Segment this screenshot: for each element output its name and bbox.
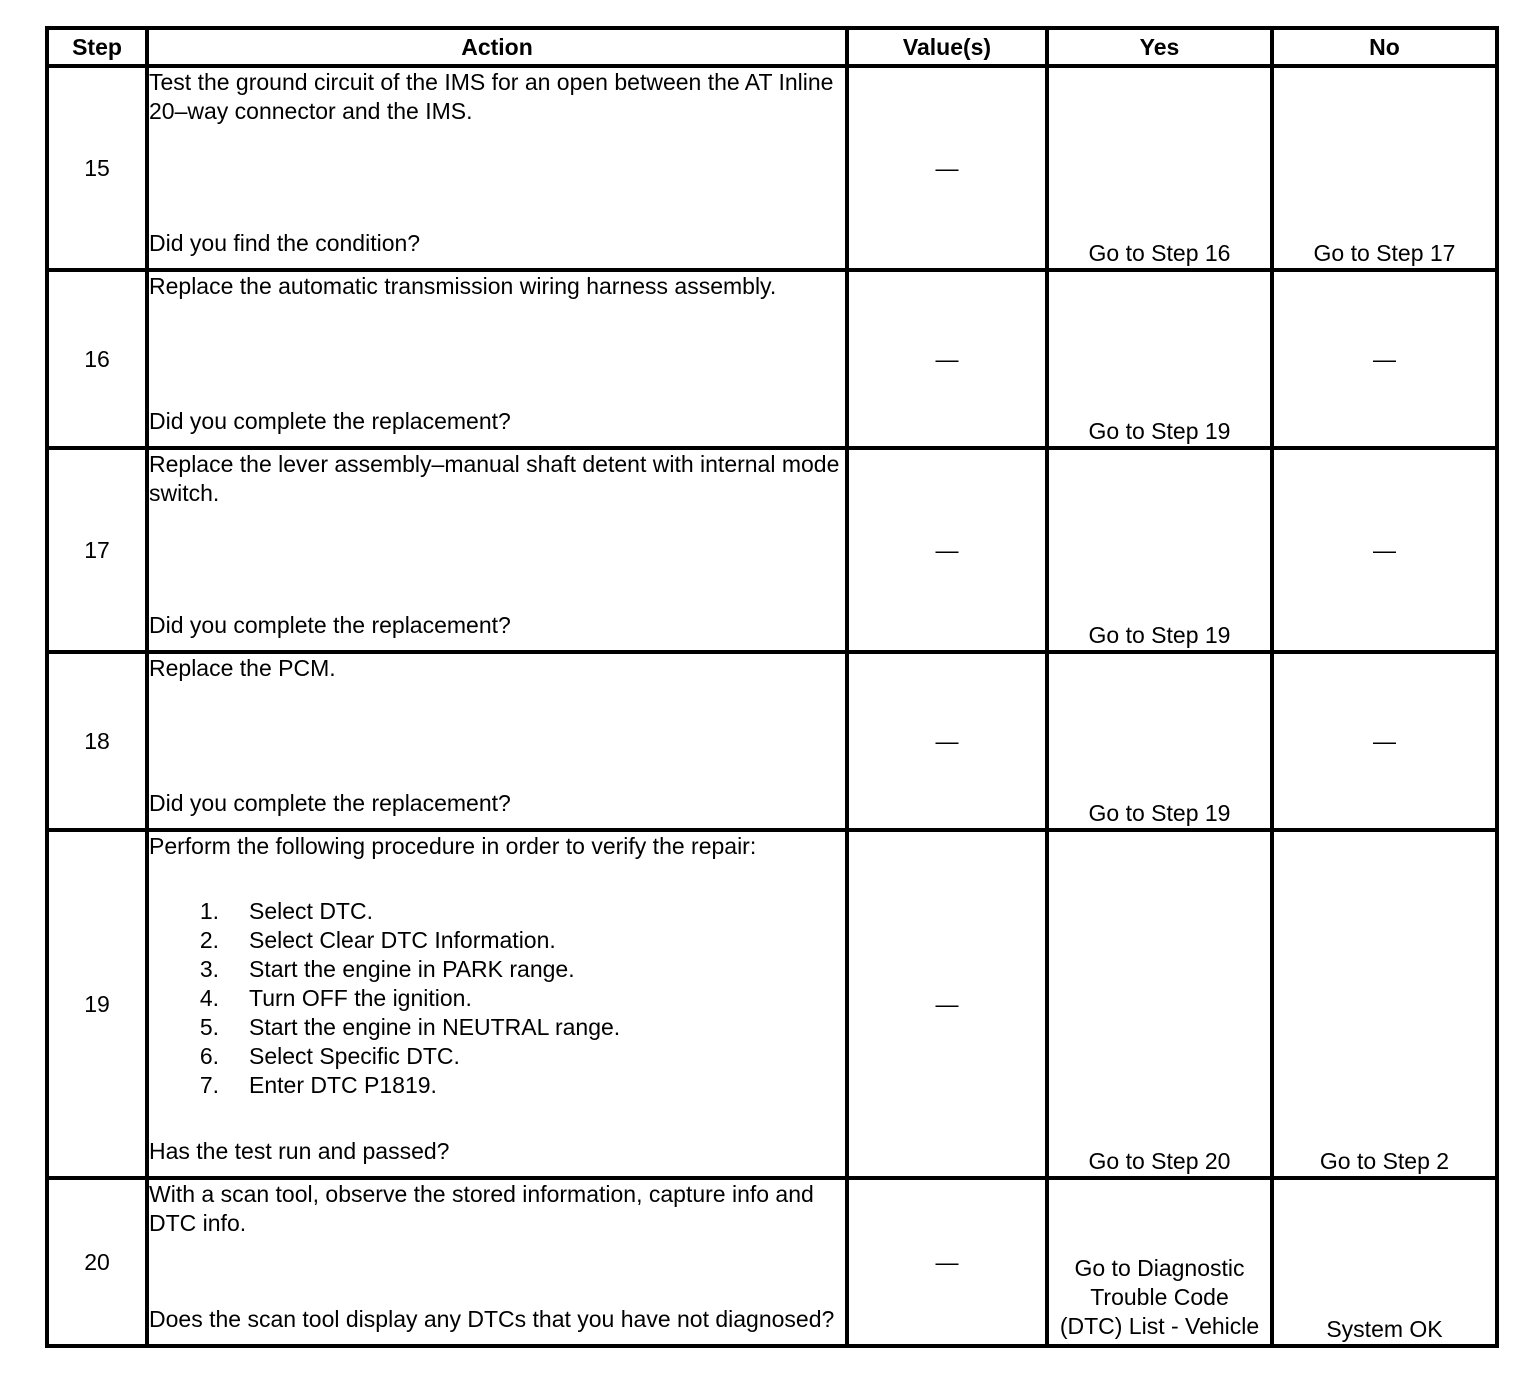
yes-cell: Go to Step 19 [1047,270,1272,448]
step-number: 19 [47,830,147,1178]
list-item: 1. Select DTC. [199,898,373,924]
yes-cell: Go to Diagnostic Trouble Code (DTC) List - Vehicle [1047,1178,1272,1346]
no-cell: Go to Step 17 [1272,66,1497,270]
table-row [47,652,1497,830]
value-cell: — [847,652,1047,830]
list-item: 3. Start the engine in PARK range. [199,956,575,982]
yes-cell: Go to Step 19 [1047,652,1272,830]
action-text: With a scan tool, observe the stored information, capture info and DTC info. [149,1181,814,1236]
step-number: 15 [47,66,147,270]
list-item: 7. Enter DTC P1819. [199,1072,437,1098]
list-item: 2. Select Clear DTC Information. [199,927,556,953]
table-row [47,830,1497,1178]
no-cell: — [1272,448,1497,652]
no-cell: — [1272,270,1497,448]
procedure-list [149,897,845,1100]
action-cell [147,830,847,1178]
header-no: No [1272,28,1497,66]
action-text: Perform the following procedure in order to verify the repair: [149,833,757,859]
action-cell [147,448,847,652]
action-question: Did you complete the replacement? [149,612,511,638]
step-number: 20 [47,1178,147,1346]
action-cell [147,1178,847,1346]
table-row [47,270,1497,448]
value-cell: — [847,270,1047,448]
no-cell: Go to Step 2 [1272,830,1497,1178]
no-cell: — [1272,652,1497,830]
action-text: Replace the automatic transmission wiring harness assembly. [149,273,777,299]
header-yes: Yes [1047,28,1272,66]
action-question: Did you complete the replacement? [149,790,511,816]
action-question: Did you complete the replacement? [149,408,511,434]
table-row [47,66,1497,270]
action-text: Replace the PCM. [149,655,336,681]
value-cell: — [847,448,1047,652]
yes-cell: Go to Step 20 [1047,830,1272,1178]
list-item: 6. Select Specific DTC. [199,1043,460,1069]
yes-cell: Go to Step 16 [1047,66,1272,270]
yes-cell: Go to Step 19 [1047,448,1272,652]
table-header-row [47,28,1497,66]
action-question: Did you find the condition? [149,230,421,256]
value-cell: — [847,66,1047,270]
action-cell [147,652,847,830]
header-step: Step [47,28,147,66]
diagnostic-table [45,26,1499,1348]
action-question: Has the test run and passed? [149,1138,450,1164]
list-item: 4. Turn OFF the ignition. [199,985,472,1011]
header-action: Action [147,28,847,66]
action-text: Test the ground circuit of the IMS for an open between the AT Inline 20–way connector and the IMS. [149,69,834,124]
action-cell [147,270,847,448]
action-question: Does the scan tool display any DTCs that you have not diagnosed? [149,1306,835,1332]
header-values: Value(s) [847,28,1047,66]
table-row [47,1178,1497,1346]
value-cell: — [847,830,1047,1178]
list-item: 5. Start the engine in NEUTRAL range. [199,1014,621,1040]
step-number: 18 [47,652,147,830]
step-number: 16 [47,270,147,448]
action-text: Replace the lever assembly–manual shaft detent with internal mode switch. [149,451,840,506]
step-number: 17 [47,448,147,652]
no-cell: System OK [1272,1178,1497,1346]
value-cell: — [847,1178,1047,1346]
table-row [47,448,1497,652]
action-cell [147,66,847,270]
